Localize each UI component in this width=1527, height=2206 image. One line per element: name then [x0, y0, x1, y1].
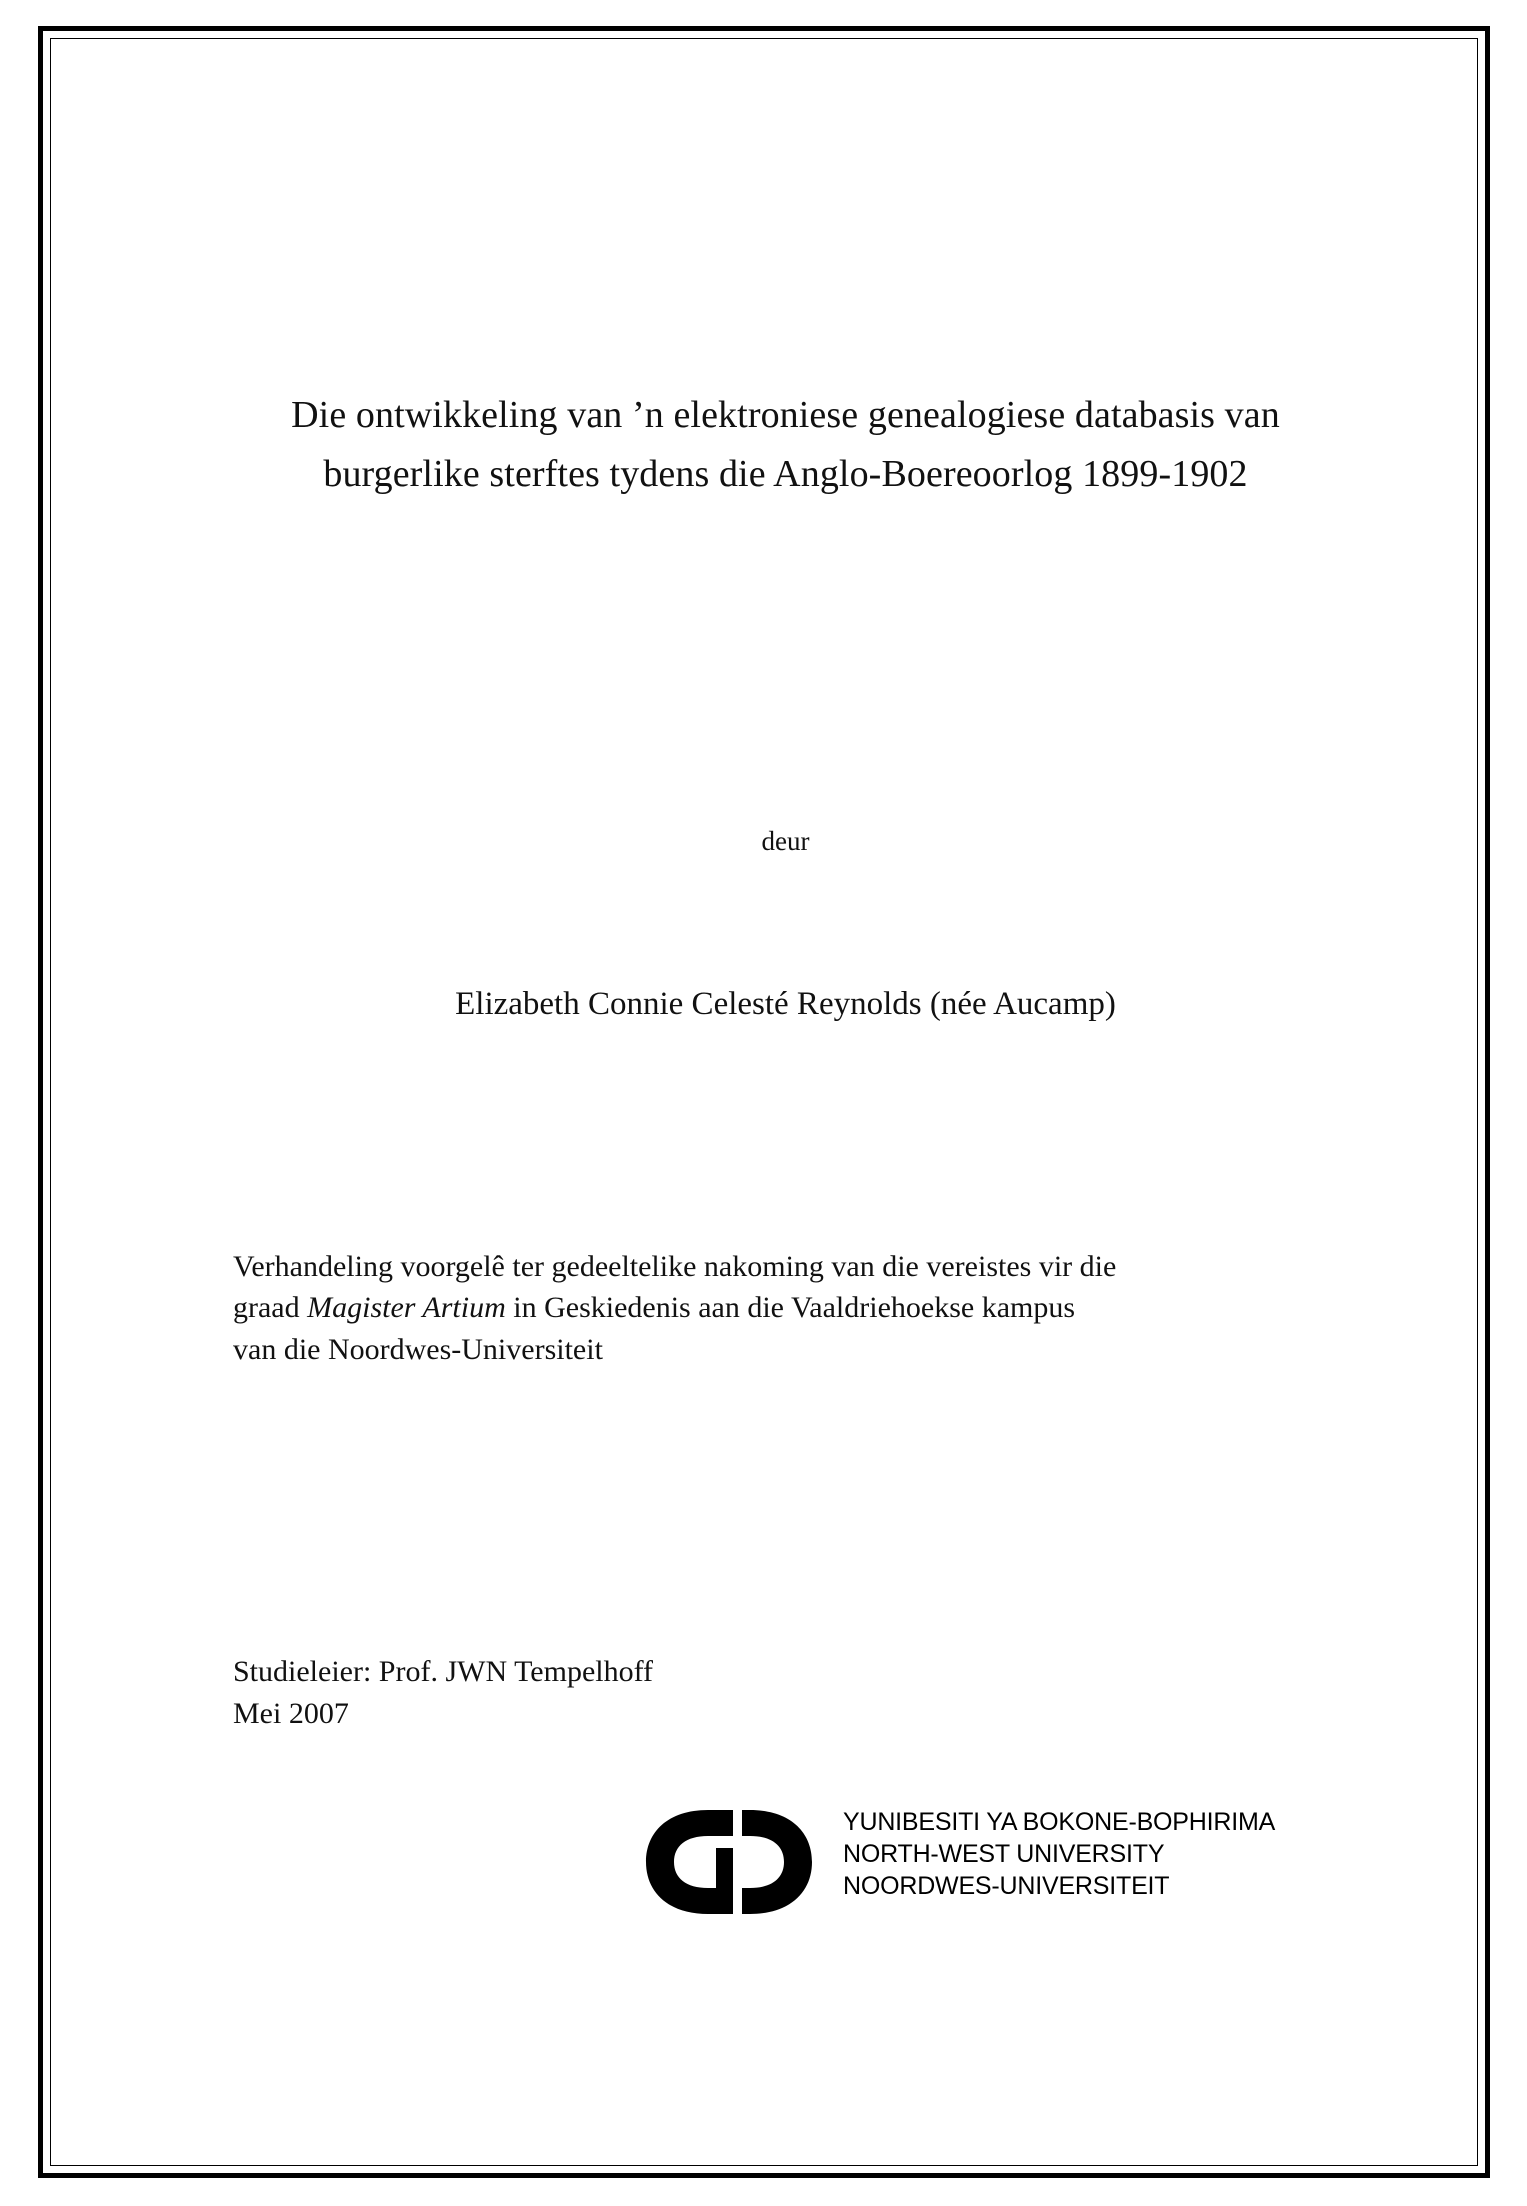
author-name: Elizabeth Connie Celesté Reynolds (née Aucamp)	[455, 986, 1116, 1022]
degree-statement-line-3: van die Noordwes-Universiteit	[233, 1332, 603, 1366]
logo-text-line-1: YUNIBESITI YA BOKONE-BOPHIRIMA	[843, 1808, 1276, 1836]
degree-statement	[233, 1246, 1353, 1370]
page-border-frame	[38, 26, 1490, 2178]
degree-statement-line-2-prefix: graad	[233, 1291, 308, 1325]
logo-text-line-2: NORTH-WEST UNIVERSITY	[843, 1840, 1165, 1868]
university-logo-text	[843, 1806, 1275, 1902]
page-title	[223, 386, 1348, 504]
title-page-content	[193, 31, 1373, 2173]
degree-statement-line-2-suffix: in Geskiedenis aan die Vaaldriehoekse kampus	[505, 1291, 1076, 1325]
degree-statement-line-2	[233, 1287, 1353, 1328]
logo-text-line-3: NOORDWES-UNIVERSITEIT	[843, 1872, 1170, 1900]
degree-name-italic: Magister Artium	[307, 1291, 506, 1325]
supervisor-and-date	[233, 1651, 1133, 1735]
degree-statement-line-1: Verhandeling voorgelê ter gedeeltelike nakoming van die vereistes vir die	[233, 1250, 1117, 1283]
title-line-1: Die ontwikkeling van ’n elektroniese genealogiese databasis van	[291, 394, 1280, 436]
north-west-university-logo-mark-icon	[638, 1804, 828, 1919]
date-line: Mei 2007	[233, 1697, 349, 1730]
supervisor-line: Studieleier: Prof. JWN Tempelhoff	[233, 1655, 654, 1688]
university-logo	[523, 1796, 1283, 1936]
title-line-2: burgerlike sterftes tydens die Anglo-Boereoorlog 1899-1902	[323, 452, 1248, 495]
byline-label: deur	[761, 826, 810, 856]
